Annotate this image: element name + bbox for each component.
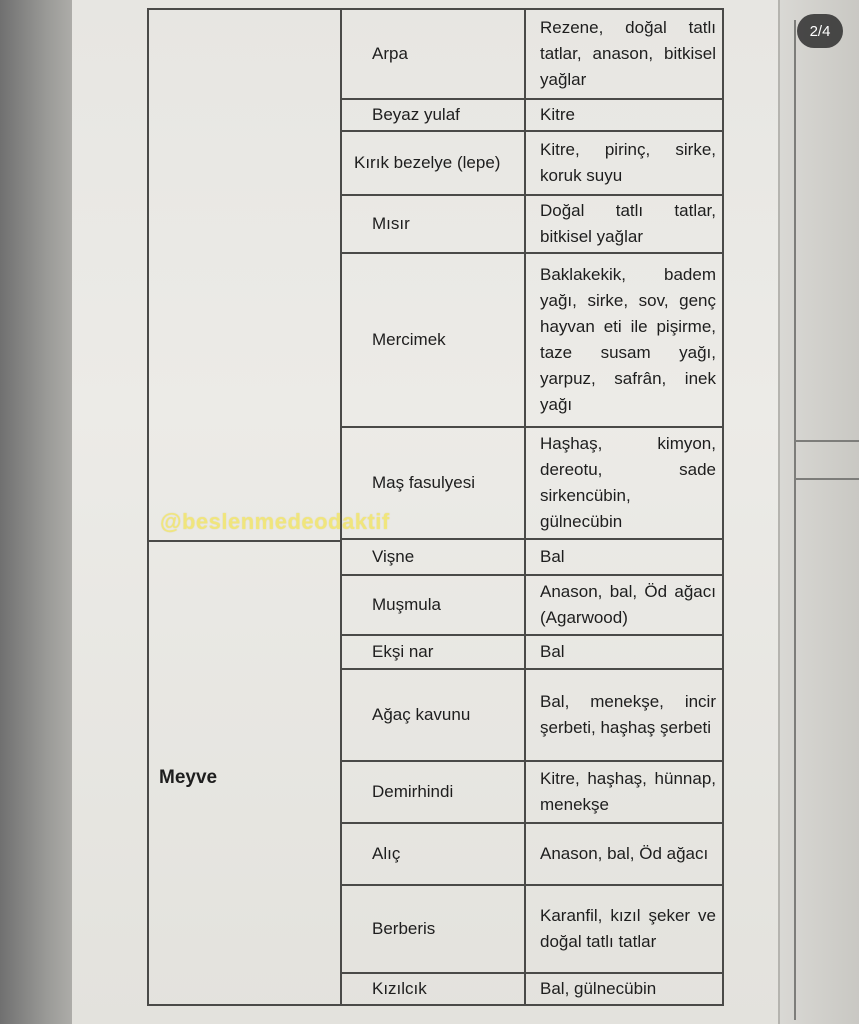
table-row	[342, 132, 724, 196]
food-sweetener-table	[147, 8, 724, 1006]
sweetener-cell: Kitre, haşhaş, hünnap, menekşe	[540, 769, 716, 814]
food-name: Demirhindi	[342, 762, 526, 822]
next-page-table-line	[794, 478, 859, 480]
food-name: Kızılcık	[342, 974, 526, 1004]
sweetener-cell: Doğal tatlı tatlar, bitkisel yağlar	[540, 201, 716, 246]
table-row	[342, 974, 724, 1004]
food-name: Mercimek	[342, 254, 526, 426]
sweetener-cell: Bal	[540, 642, 565, 661]
food-name: Vişne	[342, 540, 526, 574]
sweetener-cell: Kitre, pirinç, sirke, koruk suyu	[540, 140, 716, 185]
next-page-table-line	[794, 440, 859, 442]
sweetener-cell: Bal, menekşe, incir şerbeti, haşhaş şerbeti	[540, 692, 716, 737]
category-divider	[149, 540, 342, 542]
food-name: Ağaç kavunu	[342, 670, 526, 760]
sweetener-cell: Karanfil, kızıl şeker ve doğal tatlı tatlar	[540, 906, 716, 951]
sweetener-cell: Rezene, doğal tatlı tatlar, anason, bitkisel yağlar	[540, 18, 716, 89]
left-page-edge	[0, 0, 80, 1024]
sweetener-cell: Anason, bal, Öd ağacı	[540, 844, 709, 863]
table-row	[342, 10, 724, 100]
food-name: Arpa	[342, 10, 526, 98]
food-name: Ekşi nar	[342, 636, 526, 668]
sweetener-cell: Bal, gülnecübin	[540, 979, 657, 998]
table-row	[342, 670, 724, 762]
category-meyve: Meyve	[159, 767, 218, 788]
table-row	[342, 762, 724, 824]
table-row	[342, 576, 724, 636]
watermark-text: @beslenmedeodaktif	[160, 509, 390, 534]
food-name: Alıç	[342, 824, 526, 884]
food-name: Berberis	[342, 886, 526, 972]
food-name: Mısır	[342, 196, 526, 252]
page-indicator: 2/4	[797, 14, 843, 48]
food-name: Beyaz yulaf	[342, 100, 526, 130]
food-name: Maş fasulyesi	[342, 428, 526, 538]
table-row	[342, 428, 724, 540]
food-name: Kırık bezelye (lepe)	[342, 132, 526, 194]
table-row	[342, 100, 724, 132]
table-row	[342, 540, 724, 576]
sweetener-cell: Kitre	[540, 105, 575, 124]
table-row	[342, 886, 724, 974]
next-page-edge	[778, 0, 859, 1024]
table-row	[342, 824, 724, 886]
table-row	[342, 196, 724, 254]
sweetener-cell: Haşhaş, kimyon, dereotu, sade sirkencübin, gülnecübin	[540, 434, 716, 531]
sweetener-cell: Baklakekik, badem yağı, sirke, sov, genç hayvan eti ile pişirme, taze susam yağı, yarpuz, safrân, inek yağı	[540, 265, 716, 414]
table-row	[342, 636, 724, 670]
food-name: Muşmula	[342, 576, 526, 634]
table-row	[342, 254, 724, 428]
sweetener-cell: Bal	[540, 547, 565, 566]
next-page-table-line	[794, 20, 796, 1020]
sweetener-cell: Anason, bal, Öd ağacı (Agarwood)	[540, 582, 716, 627]
